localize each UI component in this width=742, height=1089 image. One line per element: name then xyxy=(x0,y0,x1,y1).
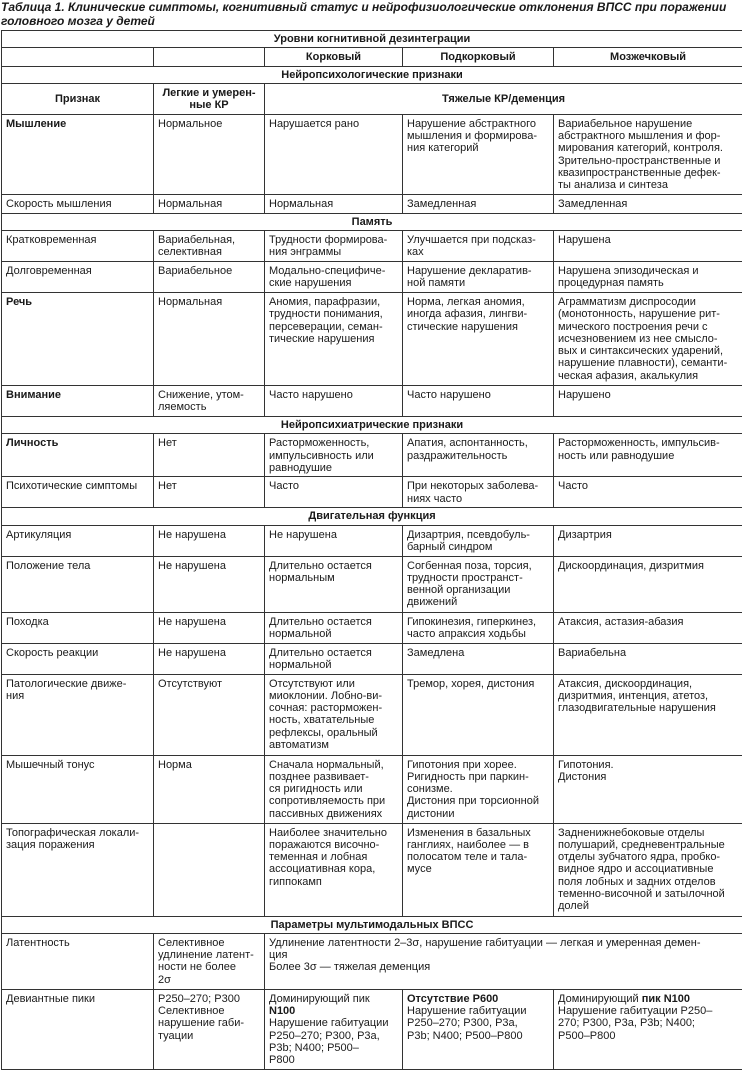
cell: Улучшается при подсказ- ках xyxy=(403,230,554,261)
empty-header-cell xyxy=(154,48,265,66)
cell: Дизартрия, псевдобуль- барный синдром xyxy=(403,525,554,556)
caption-line-1: Таблица 1. Клинические симптомы, когнитивный статус и нейрофизиологические отклонения ВПСС при поражении xyxy=(1,0,727,14)
cell: Нормальная xyxy=(265,194,403,213)
row-name: Психотические симптомы xyxy=(2,477,154,508)
levels-title: Уровни когнитивной дезинтеграции xyxy=(2,31,742,48)
cell: Не нарушена xyxy=(154,612,265,643)
table-row xyxy=(2,933,742,989)
row-name: Скорость мышления xyxy=(2,194,154,213)
cell: Тремор, хорея, дистония xyxy=(403,674,554,755)
cell: Часто нарушено xyxy=(265,385,403,416)
cell: Наиболее значительно поражаются височно- теменная и лобная ассоциативная кора, гиппокамп xyxy=(265,823,403,916)
cell: Не нарушена xyxy=(154,556,265,612)
cell: Часто xyxy=(265,477,403,508)
cell: Замедленная xyxy=(403,194,554,213)
cell xyxy=(154,823,265,916)
cell: Модально-специфиче- ские нарушения xyxy=(265,261,403,292)
cell: Задненижнебоковые отделы полушарий, средневентральные отделы зубчатого ядра, пробко- видное ядро и ассоциативные поля лобных и задних отделов теменно-височной и затылочной долей xyxy=(554,823,742,916)
cell: P250–270; P300 Селективное нарушение габи- туации xyxy=(154,989,265,1069)
row-name: Патологические движе- ния xyxy=(2,674,154,755)
table-row xyxy=(2,643,742,674)
cell: Нарушение абстрактного мышления и формирова- ния категорий xyxy=(403,114,554,194)
cell: Нарушение декларатив- ной памяти xyxy=(403,261,554,292)
cell: Нормальная xyxy=(154,194,265,213)
cell: Длительно остается нормальной xyxy=(265,612,403,643)
table-row xyxy=(2,230,742,261)
table-row xyxy=(2,477,742,508)
table-row xyxy=(2,292,742,385)
row-name: Положение тела xyxy=(2,556,154,612)
cell: Часто нарушено xyxy=(403,385,554,416)
cell: Не нарушена xyxy=(154,643,265,674)
cell: Аномия, парафразии, трудности понимания, персеверации, семан- тические нарушения xyxy=(265,292,403,385)
row-name: Личность xyxy=(2,434,154,477)
cell: Сначала нормальный, позднее развивает- ся ригидность или сопротивляемость при пассивных движениях xyxy=(265,755,403,823)
table-row xyxy=(2,434,742,477)
cell: Гипотония. Дистония xyxy=(554,755,742,823)
level-header-subcortical: Подкорковый xyxy=(403,48,554,66)
cell: Часто xyxy=(554,477,742,508)
cell: Гипотония при хорее. Ригидность при паркин- сонизме. Дистония при торсионной дистонии xyxy=(403,755,554,823)
cell: Расторможенность, импульсив- ность или равнодушие xyxy=(554,434,742,477)
cell: Не нарушена xyxy=(265,525,403,556)
cell: Норма, легкая аномия, иногда афазия, лингви- стические нарушения xyxy=(403,292,554,385)
caption-line-2: головного мозга у детей xyxy=(1,14,155,28)
cell: Нарушена эпизодическая и процедурная память xyxy=(554,261,742,292)
section-neuropsychiatric: Нейропсихиатрические признаки xyxy=(2,416,742,433)
cell: Длительно остается нормальным xyxy=(265,556,403,612)
row-name: Походка xyxy=(2,612,154,643)
cell: Отсутствие P600 Нарушение габитуации P250–270; P300, P3a, P3b; N400; P500–P800 xyxy=(403,989,554,1069)
cell: Нормальная xyxy=(154,292,265,385)
cell: Доминирующий пик N100 Нарушение габитуации P250– 270; P300, P3a, P3b; N400; P500–P800 xyxy=(554,989,742,1069)
table-caption xyxy=(0,0,742,30)
table-row xyxy=(2,674,742,755)
row-name: Внимание xyxy=(2,385,154,416)
cell: Атаксия, астазия-абазия xyxy=(554,612,742,643)
cell: Нет xyxy=(154,434,265,477)
table-row xyxy=(2,612,742,643)
row-name: Скорость реакции xyxy=(2,643,154,674)
cell: Вариабельная, селективная xyxy=(154,230,265,261)
cell: Отсутствуют или миоклонии. Лобно-ви- сочная: расторможен- ность, хватательные рефлексы, оральный автоматизм xyxy=(265,674,403,755)
symptoms-table xyxy=(1,30,742,1070)
row-name: Девиантные пики xyxy=(2,989,154,1069)
cell: Вариабельное нарушение абстрактного мышления и фор- мирования категорий, контроля. Зрительно-пространственные и квазипространственные дефек- ты анализа и синтеза xyxy=(554,114,742,194)
cell: Замедленная xyxy=(554,194,742,213)
cell: Атаксия, дискоординация, дизритмия, интенция, атетоз, глазодвигательные нарушения xyxy=(554,674,742,755)
table-row xyxy=(2,755,742,823)
empty-header-cell xyxy=(2,48,154,66)
cell: Апатия, аспонтанность, раздражительность xyxy=(403,434,554,477)
section-memory: Память xyxy=(2,213,742,230)
cell: Доминирующий пик N100 Нарушение габитуации P250–270; P300, P3a, P3b; N400; P500– P800 xyxy=(265,989,403,1069)
cell: Длительно остается нормальной xyxy=(265,643,403,674)
section-neuropsych: Нейропсихологические признаки xyxy=(2,66,742,83)
feature-header: Признак xyxy=(2,83,154,114)
cell: Вариабельное xyxy=(154,261,265,292)
row-name: Мышечный тонус xyxy=(2,755,154,823)
cell: Не нарушена xyxy=(154,525,265,556)
table-row xyxy=(2,823,742,916)
cell: Отсутствуют xyxy=(154,674,265,755)
cell: Замедлена xyxy=(403,643,554,674)
table-row xyxy=(2,261,742,292)
section-vpss: Параметры мультимодальных ВПСС xyxy=(2,916,742,933)
cell: Снижение, утом- ляемость xyxy=(154,385,265,416)
row-name: Топографическая локали- зация поражения xyxy=(2,823,154,916)
table-row xyxy=(2,114,742,194)
row-name: Артикуляция xyxy=(2,525,154,556)
row-name: Долговременная xyxy=(2,261,154,292)
cell: Нарушается рано xyxy=(265,114,403,194)
cell: Норма xyxy=(154,755,265,823)
table-row xyxy=(2,556,742,612)
cell: Дискоординация, дизритмия xyxy=(554,556,742,612)
row-name: Кратковременная xyxy=(2,230,154,261)
level-header-cerebellar: Мозжечковый xyxy=(554,48,742,66)
cell: Аграмматизм диспросодии (монотонность, нарушение рит- мического построения речи с исчезновением из нее смысло- вых и синтаксических ударений, нарушение плавности), семанти- ческая афазия, акалькулия xyxy=(554,292,742,385)
mild-header: Легкие и умерен- ные КР xyxy=(154,83,265,114)
severe-header: Тяжелые КР/деменция xyxy=(265,83,742,114)
row-name: Речь xyxy=(2,292,154,385)
cell: Вариабельна xyxy=(554,643,742,674)
cell: Гипокинезия, гиперкинез, часто апраксия ходьбы xyxy=(403,612,554,643)
cell: Трудности формирова- ния энграммы xyxy=(265,230,403,261)
table-row xyxy=(2,194,742,213)
cell: Нарушена xyxy=(554,230,742,261)
level-header-cortical: Корковый xyxy=(265,48,403,66)
cell: Удлинение латентности 2–3σ, нарушение габитуации — легкая и умеренная демен- ция Более 3σ — тяжелая деменция xyxy=(265,933,742,989)
table-row xyxy=(2,989,742,1069)
section-motor: Двигательная функция xyxy=(2,508,742,525)
table-row xyxy=(2,385,742,416)
cell: Дизартрия xyxy=(554,525,742,556)
row-name: Мышление xyxy=(2,114,154,194)
cell: Нет xyxy=(154,477,265,508)
cell: Нарушено xyxy=(554,385,742,416)
cell: Селективное удлинение латент- ности не более 2σ xyxy=(154,933,265,989)
table-row xyxy=(2,525,742,556)
cell: Нормальное xyxy=(154,114,265,194)
cell: При некоторых заболева- ниях часто xyxy=(403,477,554,508)
cell: Изменения в базальных ганглиях, наиболее — в полосатом теле и тала- мусе xyxy=(403,823,554,916)
cell: Согбенная поза, торсия, трудности пространст- венной организации движений xyxy=(403,556,554,612)
row-name: Латентность xyxy=(2,933,154,989)
cell: Расторможенность, импульсивность или равнодушие xyxy=(265,434,403,477)
